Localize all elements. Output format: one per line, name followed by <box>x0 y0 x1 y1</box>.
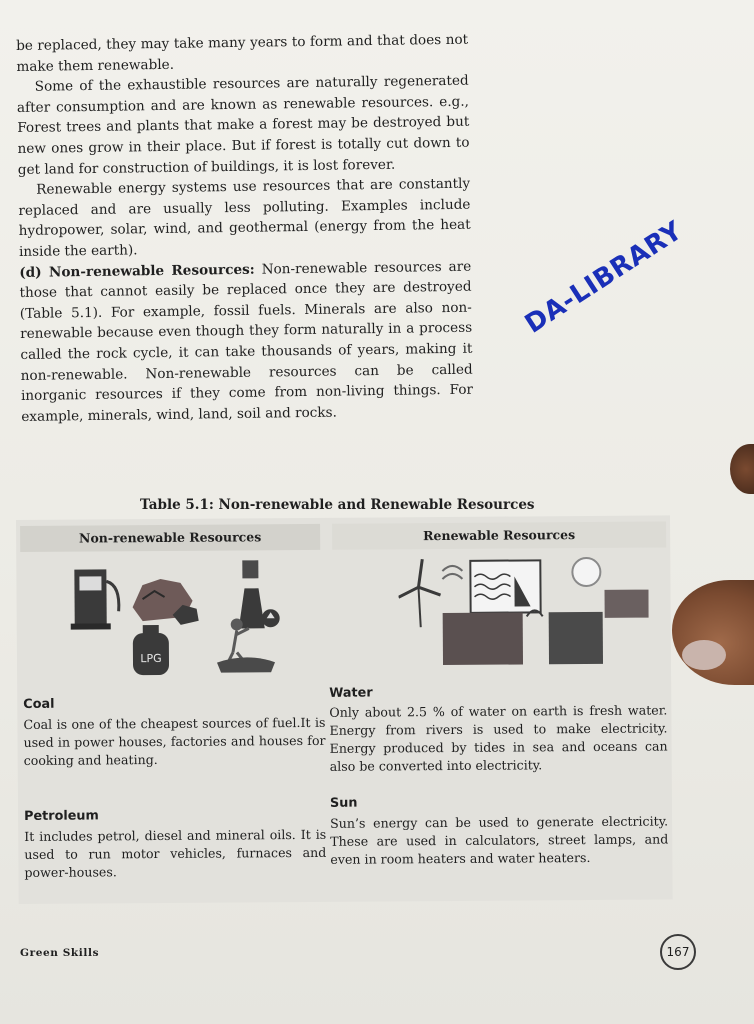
footer-book-title: Green Skills <box>20 947 100 959</box>
non-renewable-illustration <box>66 558 307 678</box>
table-header-non-renewable: Non-renewable Resources <box>20 524 320 552</box>
petroleum-text: It includes petrol, diesel and mineral oils. It is used to run motor vehicles, furnaces and power-houses. <box>24 826 327 880</box>
paragraph-renewable: Some of the exhaustible resources are naturally regenerated after consumption and are known as renewable resources. e.g., Forest trees and plants that make a forest may be destroyed but new ones grow in their place. But if forest is totally cut down to get land for construction of buildings, it is lost forever. <box>16 72 470 178</box>
finger-shadow-top <box>730 444 754 494</box>
coal-rocks-icon <box>132 579 198 625</box>
coal-title: Coal <box>23 696 55 712</box>
lpg-cylinder-icon <box>133 625 169 675</box>
dam-icon <box>470 560 540 612</box>
water-title: Water <box>329 685 373 701</box>
section-heading: (d) Non-renewable Resources: <box>19 261 255 281</box>
finger-shadow <box>672 580 754 685</box>
section-text: Non-renewable resources are those that cannot easily be replaced once they are destroyed (Table 5.1). For example, fossil fuels. Minerals are also non-renewable because even though they form naturally in a process called the rock cycle, it can take thousands of years, making it non-renewable. Non-renewable resources can be called inorganic resources if they come from non-living things. For example, minerals, wind, land, soil and rocks. <box>19 258 474 425</box>
fuel-pump-icon <box>70 569 119 629</box>
section-non-renewable <box>19 256 473 427</box>
paragraph-renewable-energy: Renewable energy systems use resources that are constantly replaced and are usually less polluting. Examples include hydropower, solar, wind, and geothermal (energy from the heat inside the earth). <box>18 175 471 260</box>
coal-text: Coal is one of the cheapest sources of fuel.It is used in power houses, factories and houses for cooking and heating. <box>23 714 326 768</box>
sun-text: Sun’s energy can be used to generate electricity. These are used in calculators, street lamps, and even in room heaters and water heaters. <box>330 813 669 867</box>
page-number: 167 <box>660 934 696 970</box>
petroleum-title: Petroleum <box>24 808 99 824</box>
wind-waves-icon <box>442 566 462 579</box>
table-header-renewable: Renewable Resources <box>332 521 666 549</box>
wind-turbine-icon <box>398 559 440 627</box>
lpg-label: LPG <box>140 651 162 666</box>
renewable-illustration <box>398 556 649 670</box>
sun-icon <box>572 558 600 586</box>
fingernail <box>682 640 726 670</box>
body-text <box>16 30 473 428</box>
sun-title: Sun <box>329 795 358 811</box>
power-plant-icon <box>238 560 279 628</box>
water-text: Only about 2.5 % of water on earth is fresh water. Energy from rivers is used to make electricity. Energy produced by tides in sea and oceans can also be converted into electricity. <box>329 702 668 774</box>
resources-table <box>16 515 673 904</box>
paragraph-continued: be replaced, they may take many years to form and that does not make them renewable. <box>16 31 469 75</box>
watermark: DA-LIBRARY <box>519 215 689 340</box>
table-caption: Table 5.1: Non-renewable and Renewable Resources <box>140 497 535 513</box>
